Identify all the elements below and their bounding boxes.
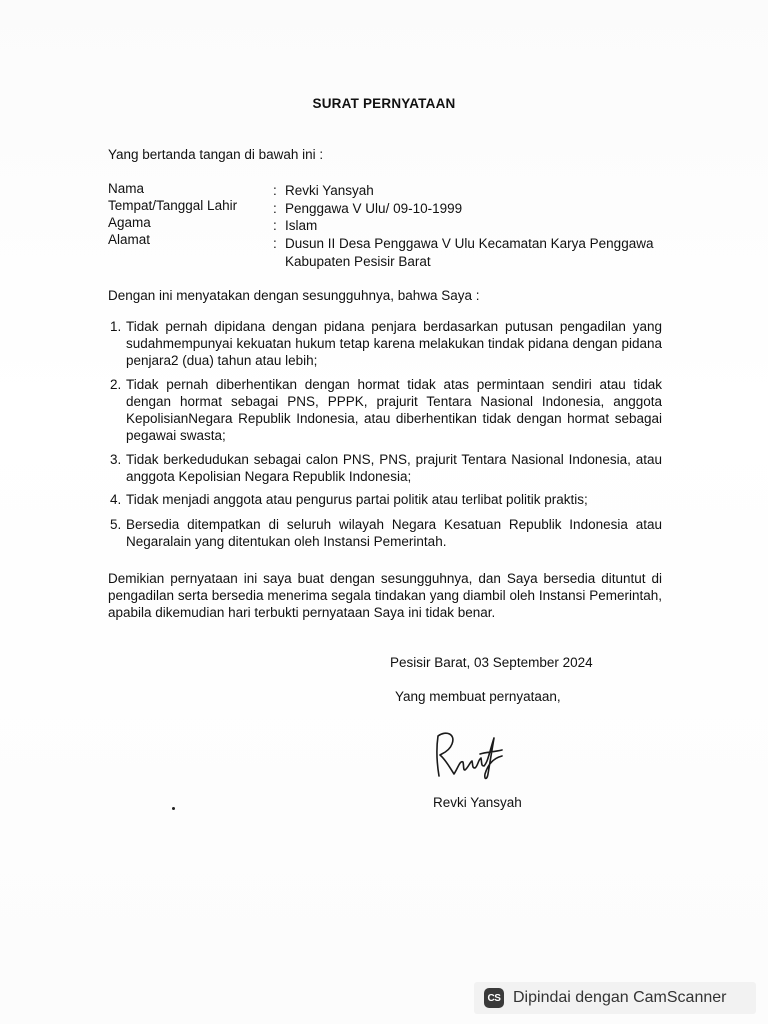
address-value: Dusun II Desa Penggawa V Ulu Kecamatan Karya Penggawa (285, 236, 654, 251)
signer-name: Revki Yansyah (433, 795, 522, 810)
statement-number: 5. (110, 517, 122, 532)
religion-value: Islam (285, 218, 318, 233)
declaration-intro: Dengan ini menyatakan dengan sesungguhnya, bahwa Saya : (108, 288, 480, 303)
statement-text: Tidak pernah dipidana dengan pidana penjara berdasarkan putusan pengadilan yang sudahmempunyai kekuatan hukum tetap karena melakukan tindak pidana dengan pidana penjara2 (dua) tahun atau lebih; (126, 319, 662, 368)
scan-speck (172, 807, 175, 810)
camscanner-icon: CS (484, 988, 504, 1008)
name-label: Nama (108, 181, 145, 196)
name-value: Revki Yansyah (285, 183, 374, 198)
statement-item (110, 376, 662, 444)
birth-colon: : (273, 201, 277, 216)
statement-item (110, 451, 662, 485)
signature-image (432, 728, 506, 784)
watermark-text: Dipindai dengan CamScanner (513, 989, 727, 1006)
statement-text: Bersedia ditempatkan di seluruh wilayah Negara Kesatuan Republik Indonesia atau Negaralain yang ditentukan oleh Instansi Pemerintah. (126, 517, 662, 549)
maker-label: Yang membuat pernyataan, (395, 689, 561, 704)
statement-text: Tidak berkedudukan sebagai calon PNS, PNS, prajurit Tentara Nasional Indonesia, atau anggota Kepolisian Negara Republik Indonesia; (126, 452, 662, 484)
statement-number: 1. (110, 319, 122, 334)
statement-number: 4. (110, 492, 122, 507)
statement-text: Tidak menjadi anggota atau pengurus partai politik atau terlibat politik praktis; (126, 492, 588, 507)
religion-colon: : (273, 218, 277, 233)
statement-number: 2. (110, 377, 122, 392)
statement-item (110, 491, 662, 508)
statement-item (110, 516, 662, 550)
statement-text: Tidak pernah diberhentikan dengan hormat tidak atas permintaan sendiri atau tidak dengan hormat sebagai PNS, PPPK, prajurit Tentara Nasional Indonesia, anggota KepolisianNegara Republik Indonesia, atau diberhentikan tidak dengan hormat sebagai pegawai swasta; (126, 377, 662, 443)
address-label: Alamat (108, 232, 151, 247)
closing-paragraph: Demikian pernyataan ini saya buat dengan sesungguhnya, dan Saya bersedia dituntut di pengadilan serta bersedia menerima segala tindakan yang diambil oleh Instansi Pemerintah, apabila dikemudian hari terbukti pernyataan Saya ini tidak benar. (108, 571, 662, 620)
intro-text: Yang bertanda tangan di bawah ini : (108, 147, 324, 162)
birth-value: Penggawa V Ulu/ 09-10-1999 (285, 201, 463, 216)
name-colon: : (273, 183, 277, 198)
place-date: Pesisir Barat, 03 September 2024 (390, 655, 593, 670)
document-title: SURAT PERNYATAAN (312, 96, 456, 111)
religion-label: Agama (108, 215, 151, 230)
birth-label: Tempat/Tanggal Lahir (108, 198, 238, 213)
address-value-line2: Kabupaten Pesisir Barat (285, 254, 431, 269)
statement-item (110, 318, 662, 369)
address-colon: : (273, 236, 277, 251)
camscanner-watermark (474, 982, 756, 1014)
statement-number: 3. (110, 452, 122, 467)
